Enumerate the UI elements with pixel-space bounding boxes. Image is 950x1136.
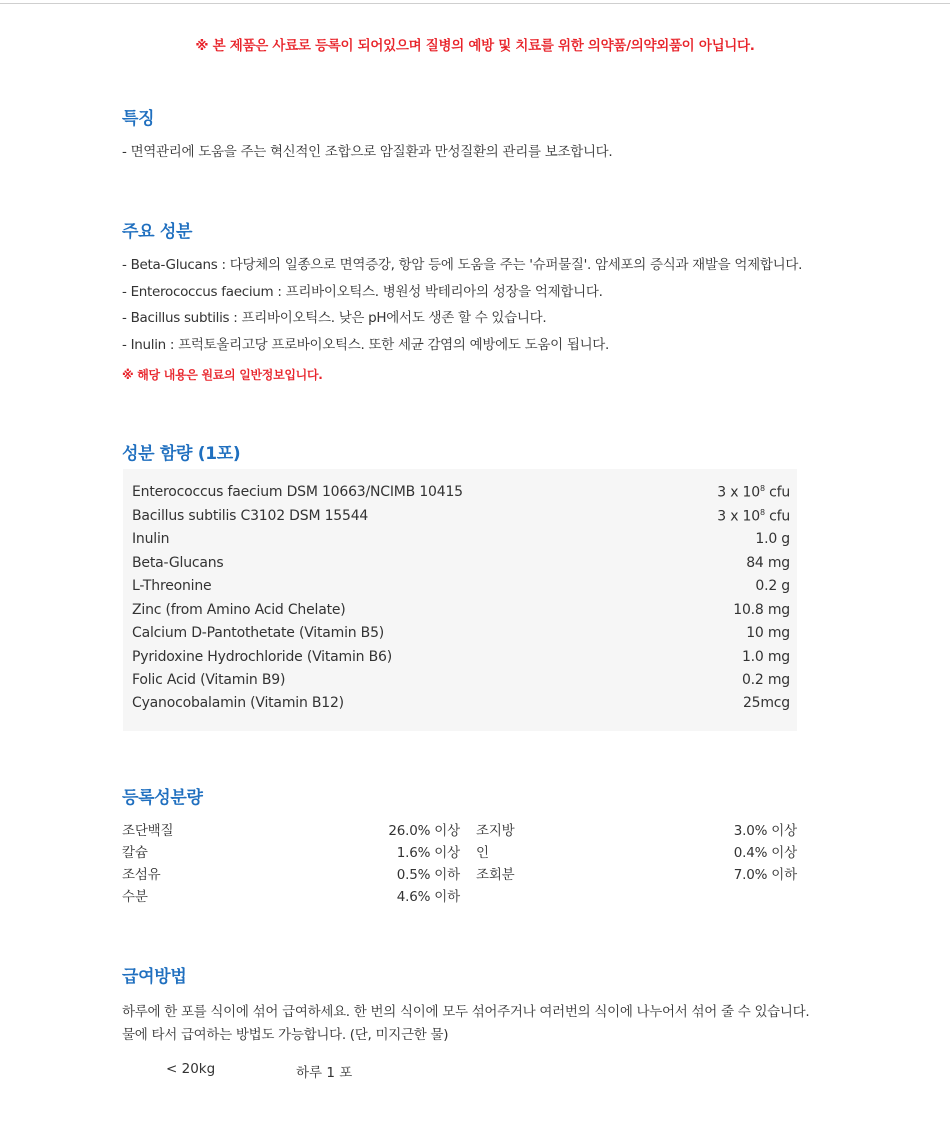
ingredient-amount: 84 mg xyxy=(746,555,790,571)
registered-name: 조섬유 xyxy=(122,867,161,883)
features-text: - 면역관리에 도움을 주는 혁신적인 조합으로 암질환과 만성질환의 관리를 보조합니다. xyxy=(122,144,613,160)
ingredient-name: Zinc (from Amino Acid Chelate) xyxy=(132,602,346,618)
table-row xyxy=(132,625,790,647)
ingredients-note: ※ 해당 내용은 원료의 일반정보입니다. xyxy=(122,368,323,382)
ingredient-name: Beta-Glucans xyxy=(132,555,224,571)
registered-name: 조지방 xyxy=(476,823,515,839)
ingredient-amount: 0.2 g xyxy=(755,578,790,594)
registered-value: 0.4% 이상 xyxy=(733,845,797,861)
registered-name: 조회분 xyxy=(476,867,515,883)
feeding-text: 하루에 한 포를 식이에 섞어 급여하세요. 한 번의 식이에 모두 섞어주거나 여러번의 식이에 나누어서 섞어 줄 수 있습니다. xyxy=(122,1004,810,1020)
ingredient-item: - Bacillus subtilis : 프리바이오틱스. 낮은 pH에서도 생존 할 수 있습니다. xyxy=(122,310,547,326)
registered-name: 인 xyxy=(476,845,489,861)
table-row xyxy=(132,531,790,553)
top-divider xyxy=(0,0,950,4)
table-row xyxy=(132,602,790,624)
registered-value: 4.6% 이하 xyxy=(396,889,460,905)
ingredient-amount: 0.2 mg xyxy=(741,672,790,688)
feeding-heading: 급여방법 xyxy=(122,967,187,987)
composition-table xyxy=(123,469,797,731)
ingredient-name: Inulin xyxy=(132,531,170,547)
ingredient-amount: 3 x $10^8$ cfu xyxy=(717,484,790,501)
feeding-dose: 하루 1 포 xyxy=(296,1065,353,1081)
registered-value: 7.0% 이하 xyxy=(733,867,797,883)
registered-value: 3.0% 이상 xyxy=(733,823,797,839)
ingredient-amount: 3 x $10^8$ cfu xyxy=(717,508,790,525)
ingredient-name: L-Threonine xyxy=(132,578,212,594)
registered-name: 칼슘 xyxy=(122,845,148,861)
table-row xyxy=(132,555,790,577)
ingredient-name: Pyridoxine Hydrochloride (Vitamin B6) xyxy=(132,649,392,665)
registered-value: 0.5% 이하 xyxy=(396,867,460,883)
ingredient-item: - Beta-Glucans : 다당체의 일종으로 면역증강, 항암 등에 도움을 주는 '슈퍼물질'. 암세포의 증식과 재발을 억제합니다. xyxy=(122,257,803,273)
feeding-text: 물에 타서 급여하는 방법도 가능합니다. (단, 미지근한 물) xyxy=(122,1027,449,1043)
registered-value: 26.0% 이상 xyxy=(388,823,460,839)
ingredient-name: Folic Acid (Vitamin B9) xyxy=(132,672,286,688)
features-heading: 특징 xyxy=(122,109,155,129)
ingredient-amount: 10 mg xyxy=(746,625,790,641)
table-row xyxy=(132,649,790,671)
table-row xyxy=(132,508,790,530)
ingredient-name: Bacillus subtilis C3102 DSM 15544 xyxy=(132,508,369,524)
table-row xyxy=(132,672,790,694)
ingredient-amount: 10.8 mg xyxy=(733,602,790,618)
registered-name: 수분 xyxy=(122,889,148,905)
ingredient-item: - Enterococcus faecium : 프리바이오틱스. 병원성 박테리아의 성장을 억제합니다. xyxy=(122,284,603,300)
table-row xyxy=(132,695,790,717)
ingredient-name: Calcium D-Pantothetate (Vitamin B5) xyxy=(132,625,385,641)
feeding-weight: < 20kg xyxy=(166,1061,216,1077)
ingredient-amount: 1.0 g xyxy=(755,531,790,547)
ingredient-amount: 1.0 mg xyxy=(741,649,790,665)
registered-name: 조단백질 xyxy=(122,823,174,839)
ingredient-name: Cyanocobalamin (Vitamin B12) xyxy=(132,695,344,711)
ingredient-amount: 25mcg xyxy=(742,695,790,711)
ingredients-heading: 주요 성분 xyxy=(122,222,193,242)
composition-heading: 성분 함량 (1포) xyxy=(122,444,241,464)
table-row xyxy=(132,484,790,506)
disclaimer-notice: ※ 본 제품은 사료로 등록이 되어있으며 질병의 예방 및 치료를 위한 의약품/의약외품이 아닙니다. xyxy=(195,38,755,54)
ingredient-name: Enterococcus faecium DSM 10663/NCIMB 10415 xyxy=(132,484,463,500)
ingredient-item: - Inulin : 프럭토올리고당 프로바이오틱스. 또한 세균 감염의 예방에도 도움이 됩니다. xyxy=(122,337,610,353)
registered-heading: 등록성분량 xyxy=(122,788,203,808)
table-row xyxy=(132,578,790,600)
registered-value: 1.6% 이상 xyxy=(396,845,460,861)
